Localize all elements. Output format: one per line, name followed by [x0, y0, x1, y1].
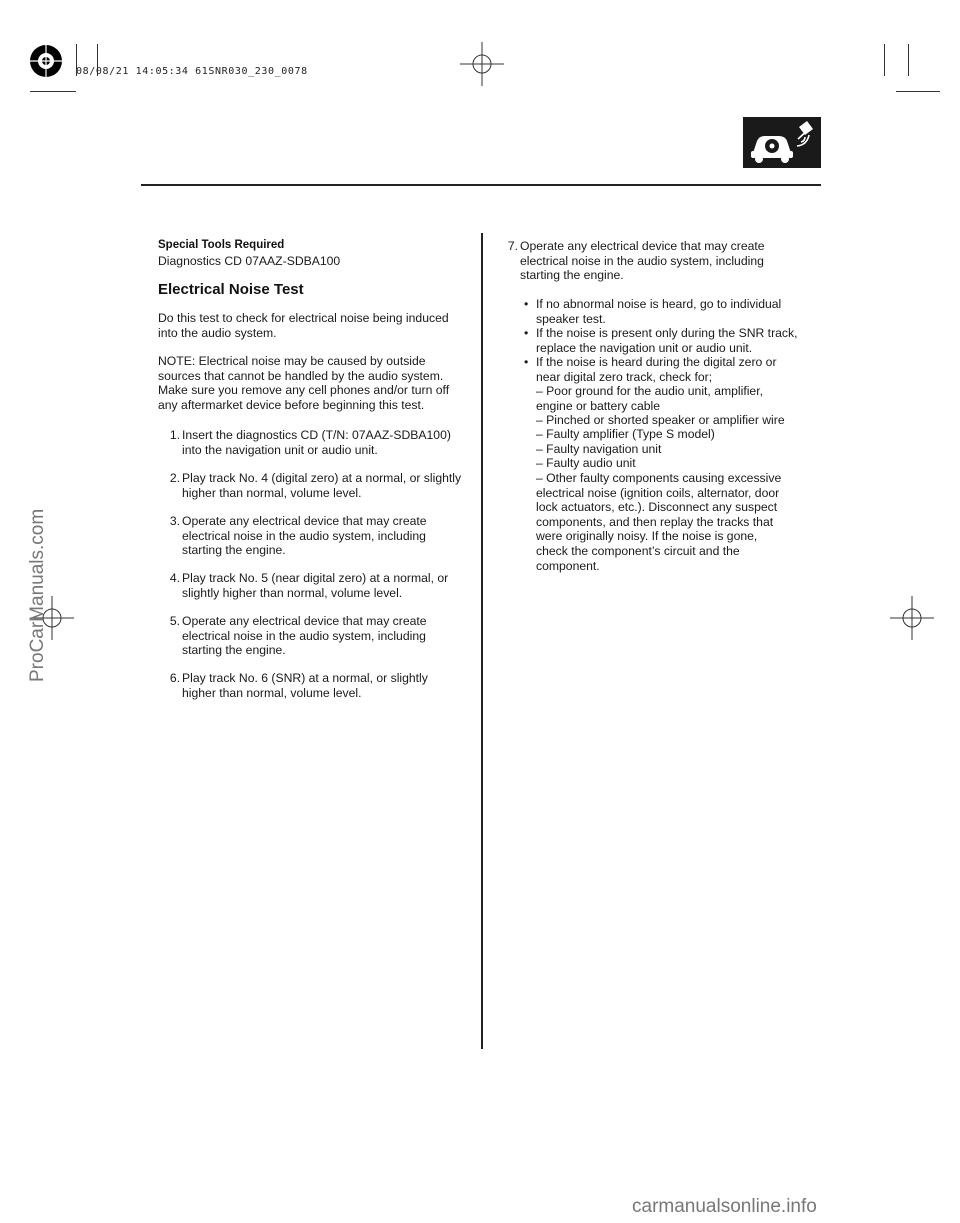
bullet-mark: •	[524, 326, 529, 340]
header-rule	[141, 184, 821, 186]
bullet-text: If the noise is heard during the digital zero or near digital zero track, check for;	[536, 355, 777, 384]
step-text: Operate any electrical device that may create electrical noise in the audio system, including starting the engine.	[182, 514, 427, 558]
step-text: Operate any electrical device that may create electrical noise in the audio system, including starting the engine.	[520, 239, 765, 283]
step-number: 2.	[169, 471, 180, 485]
step-text: Play track No. 6 (SNR) at a normal, or slightly higher than normal, volume level.	[182, 671, 428, 700]
bottom-watermark: carmanualsonline.info	[632, 1196, 817, 1217]
bullet-text: If the noise is present only during the SNR track, replace the navigation unit or audio unit.	[536, 326, 798, 355]
print-stamp: 08/08/21 14:05:34 61SNR030_230_0078	[76, 66, 308, 77]
crosshair-registration-icon	[460, 42, 504, 86]
intro-paragraph: Do this test to check for electrical noise being induced into the audio system.	[158, 311, 449, 340]
special-tools-heading: Special Tools Required	[158, 239, 285, 251]
side-watermark: ProCarManuals.com	[27, 508, 48, 682]
step-number: 7.	[507, 239, 518, 253]
check-item: – Pinched or shorted speaker or amplifier wire	[536, 413, 785, 427]
crosshair-registration-icon	[890, 596, 934, 640]
crop-mark	[30, 91, 76, 92]
registration-target-icon	[25, 40, 67, 82]
special-tools-item: Diagnostics CD 07AAZ-SDBA100	[158, 254, 341, 268]
check-item: – Poor ground for the audio unit, amplifier, engine or battery cable	[536, 384, 763, 413]
crop-mark	[908, 44, 909, 76]
bullet-mark: •	[524, 297, 529, 311]
section-title: Electrical Noise Test	[158, 281, 304, 298]
check-item: – Faulty audio unit	[536, 456, 636, 470]
note-paragraph: NOTE: Electrical noise may be caused by outside sources that cannot be handled by the audio system. Make sure you remove any cell phones and/or turn off any aftermarket device before beginning this test.	[158, 354, 450, 412]
step-number: 5.	[169, 614, 180, 628]
bullet-text: If no abnormal noise is heard, go to individual speaker test.	[536, 297, 782, 326]
step-text: Insert the diagnostics CD (T/N: 07AAZ-SDBA100) into the navigation unit or audio unit.	[182, 428, 451, 457]
crop-mark	[896, 91, 940, 92]
car-satellite-icon	[743, 117, 821, 168]
step-text: Play track No. 5 (near digital zero) at a normal, or slightly higher than normal, volume level.	[182, 571, 449, 600]
step-text: Play track No. 4 (digital zero) at a normal, or slightly higher than normal, volume level.	[182, 471, 462, 500]
step-number: 6.	[169, 671, 180, 685]
crop-mark	[884, 44, 885, 76]
step-number: 1.	[169, 428, 180, 442]
bullet-mark: •	[524, 355, 529, 369]
step-text: Operate any electrical device that may create electrical noise in the audio system, including starting the engine.	[182, 614, 427, 658]
check-item: – Other faulty components causing excessive electrical noise (ignition coils, alternator, door lock actuators, etc.). Disconnect any suspect components, and then replay the tracks that were originally noisy. If the noise is gone, check the component’s circuit and the component.	[536, 471, 782, 573]
step-number: 4.	[169, 571, 180, 585]
check-item: – Faulty amplifier (Type S model)	[536, 427, 715, 441]
check-item: – Faulty navigation unit	[536, 442, 662, 456]
column-divider	[481, 233, 483, 1049]
step-number: 3.	[169, 514, 180, 528]
